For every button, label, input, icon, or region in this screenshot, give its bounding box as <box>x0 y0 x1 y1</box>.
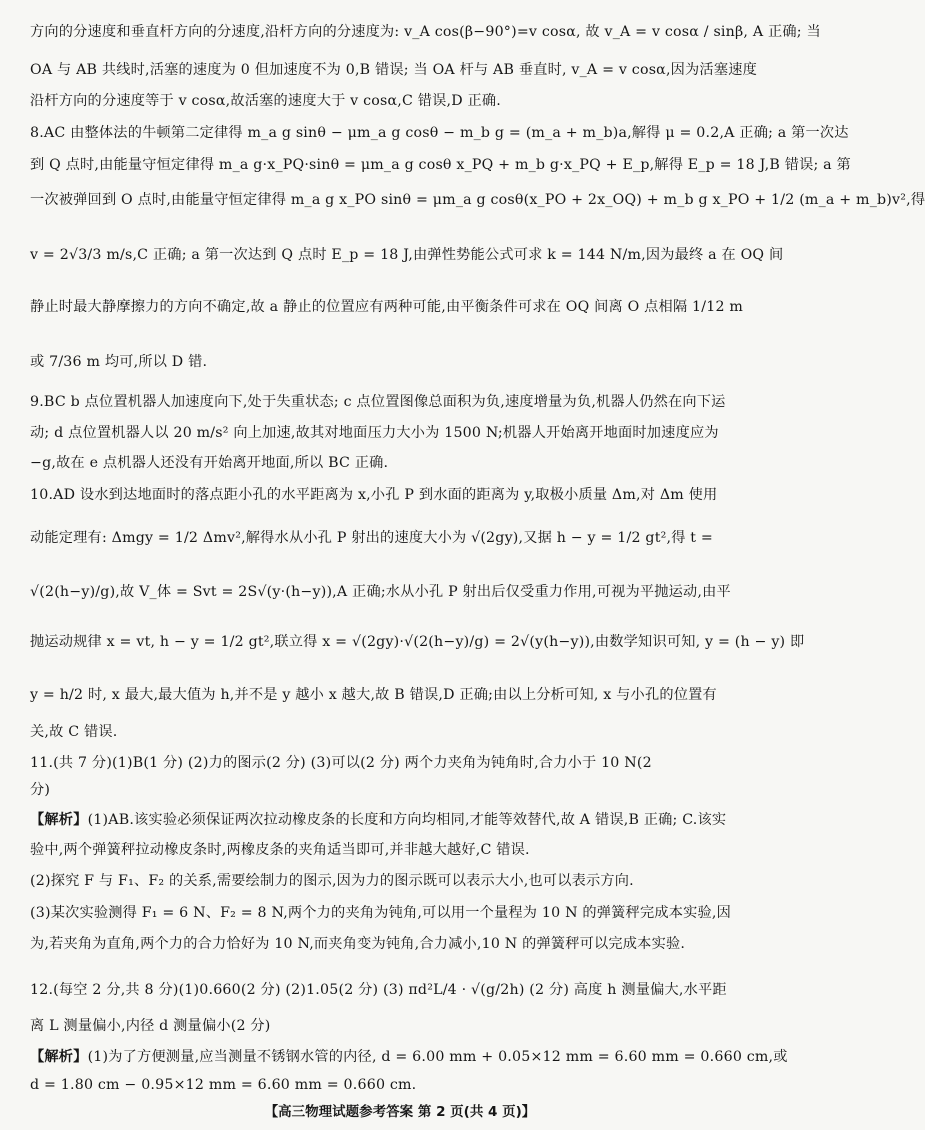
text-line: 沿杆方向的分速度等于 v cosα,故活塞的速度大于 v cosα,C 错误,D 正确. <box>30 93 501 109</box>
answer-10-line: 10.AD 设水到达地面时的落点距小孔的水平距离为 x,小孔 P 到水面的距离为 y,取极小质量 Δm,对 Δm 使用 <box>30 487 718 503</box>
analysis-text: (1)AB.该实验必须保证两次拉动橡皮条的长度和方向均相同,才能等效替代,故 A 错误,B 正确; C.该实 <box>87 812 727 828</box>
answer-11-line: 11.(共 7 分)(1)B(1 分) (2)力的图示(2 分) (3)可以(2 分) 两个力夹角为钝角时,合力小于 10 N(2 <box>30 755 652 771</box>
answer-9-line: 9.BC b 点位置机器人加速度向下,处于失重状态; c 点位置图像总面积为负,速度增量为负,机器人仍然在向下运 <box>30 394 726 410</box>
text-line: 方向的分速度和垂直杆方向的分速度,沿杆方向的分速度为: v_A cos(β−90°)=v cosα, 故 v_A = v cosα / sinβ, A 正确; 当 <box>30 24 821 40</box>
answer-12-line: 12.(每空 2 分,共 8 分)(1)0.660(2 分) (2)1.05(2 分) (3) πd²L/4 · √(g/2h) (2 分) 高度 h 测量偏大,水平距 <box>30 982 727 998</box>
analysis-line <box>30 810 778 830</box>
text-line: 到 Q 点时,由能量守恒定律得 m_a g·x_PQ·sinθ = μm_a g cosθ x_PQ + m_b g·x_PQ + E_p,解得 E_p = 18 J,B 错误; a 第 <box>30 157 851 173</box>
text-line: 离 L 测量偏小,内径 d 测量偏小(2 分) <box>30 1018 271 1034</box>
text-line: 动; d 点位置机器人以 20 m/s² 向上加速,故其对地面压力大小为 1500 N;机器人开始离开地面时加速度应为 <box>30 425 719 441</box>
analysis-text: (1)为了方便测量,应当测量不锈钢水管的内径, d = 6.00 mm + 0.05×12 mm = 6.60 mm = 0.660 cm,或 <box>87 1049 788 1065</box>
text-line: 静止时最大静摩擦力的方向不确定,故 a 静止的位置应有两种可能,由平衡条件可求在 OQ 间离 O 点相隔 1/12 m <box>30 299 744 315</box>
text-line: (3)某次实验测得 F₁ = 6 N、F₂ = 8 N,两个力的夹角为钝角,可以用一个量程为 10 N 的弹簧秤完成本实验,因 <box>30 905 731 921</box>
text-line: 关,故 C 错误. <box>30 724 118 740</box>
answer-8-line: 8.AC 由整体法的牛顿第二定律得 m_a g sinθ − μm_a g cosθ − m_b g = (m_a + m_b)a,解得 μ = 0.2,A 正确; a 第一次达 <box>30 125 849 141</box>
text-line: y = h/2 时, x 最大,最大值为 h,并不是 y 越小 x 越大,故 B 错误,D 正确;由以上分析可知, x 与小孔的位置有 <box>30 687 717 703</box>
analysis-tag: 【解析】 <box>30 812 88 828</box>
text-line: −g,故在 e 点机器人还没有开始离开地面,所以 BC 正确. <box>30 455 389 471</box>
text-line: (2)探究 F 与 F₁、F₂ 的关系,需要绘制力的图示,因为力的图示既可以表示大小,也可以表示方向. <box>30 873 634 889</box>
page-footer: 【高三物理试题参考答案 第 2 页(共 4 页)】 <box>264 1104 536 1120</box>
text-line: 分) <box>30 782 51 798</box>
text-line: √(2(h−y)/g),故 V_体 = Svt = 2S√(y·(h−y)),A 正确;水从小孔 P 射出后仅受重力作用,可视为平抛运动,由平 <box>30 584 731 600</box>
text-line: 抛运动规律 x = vt, h − y = 1/2 gt²,联立得 x = √(2gy)·√(2(h−y)/g) = 2√(y(h−y)),由数学知识可知, y = (h − y) 即 <box>30 634 805 650</box>
text-line: v = 2√3/3 m/s,C 正确; a 第一次达到 Q 点时 E_p = 18 J,由弹性势能公式可求 k = 144 N/m,因为最终 a 在 OQ 间 <box>30 247 784 263</box>
text-line: 动能定理有: Δmgy = 1/2 Δmv²,解得水从小孔 P 射出的速度大小为 √(2gy),又据 h − y = 1/2 gt²,得 t = <box>30 530 714 546</box>
analysis-line <box>30 1047 788 1067</box>
text-line: 为,若夹角为直角,两个力的合力恰好为 10 N,而夹角变为钝角,合力减小,10 N 的弹簧秤可以完成本实验. <box>30 936 686 952</box>
analysis-tag: 【解析】 <box>30 1049 88 1065</box>
text-line: d = 1.80 cm − 0.95×12 mm = 6.60 mm = 0.660 cm. <box>30 1077 417 1093</box>
text-line: 或 7/36 m 均可,所以 D 错. <box>30 354 208 370</box>
text-line: OA 与 AB 共线时,活塞的速度为 0 但加速度不为 0,B 错误; 当 OA 杆与 AB 垂直时, v_A = v cosα,因为活塞速度 <box>30 62 757 78</box>
text-line: 一次被弹回到 O 点时,由能量守恒定律得 m_a g x_PO sinθ = μm_a g cosθ(x_PO + 2x_OQ) + m_b g x_PO + 1/2 (m_a + m_b)v²,得 <box>30 192 925 208</box>
text-line: 验中,两个弹簧秤拉动橡皮条时,两橡皮条的夹角适当即可,并非越大越好,C 错误. <box>30 842 530 858</box>
